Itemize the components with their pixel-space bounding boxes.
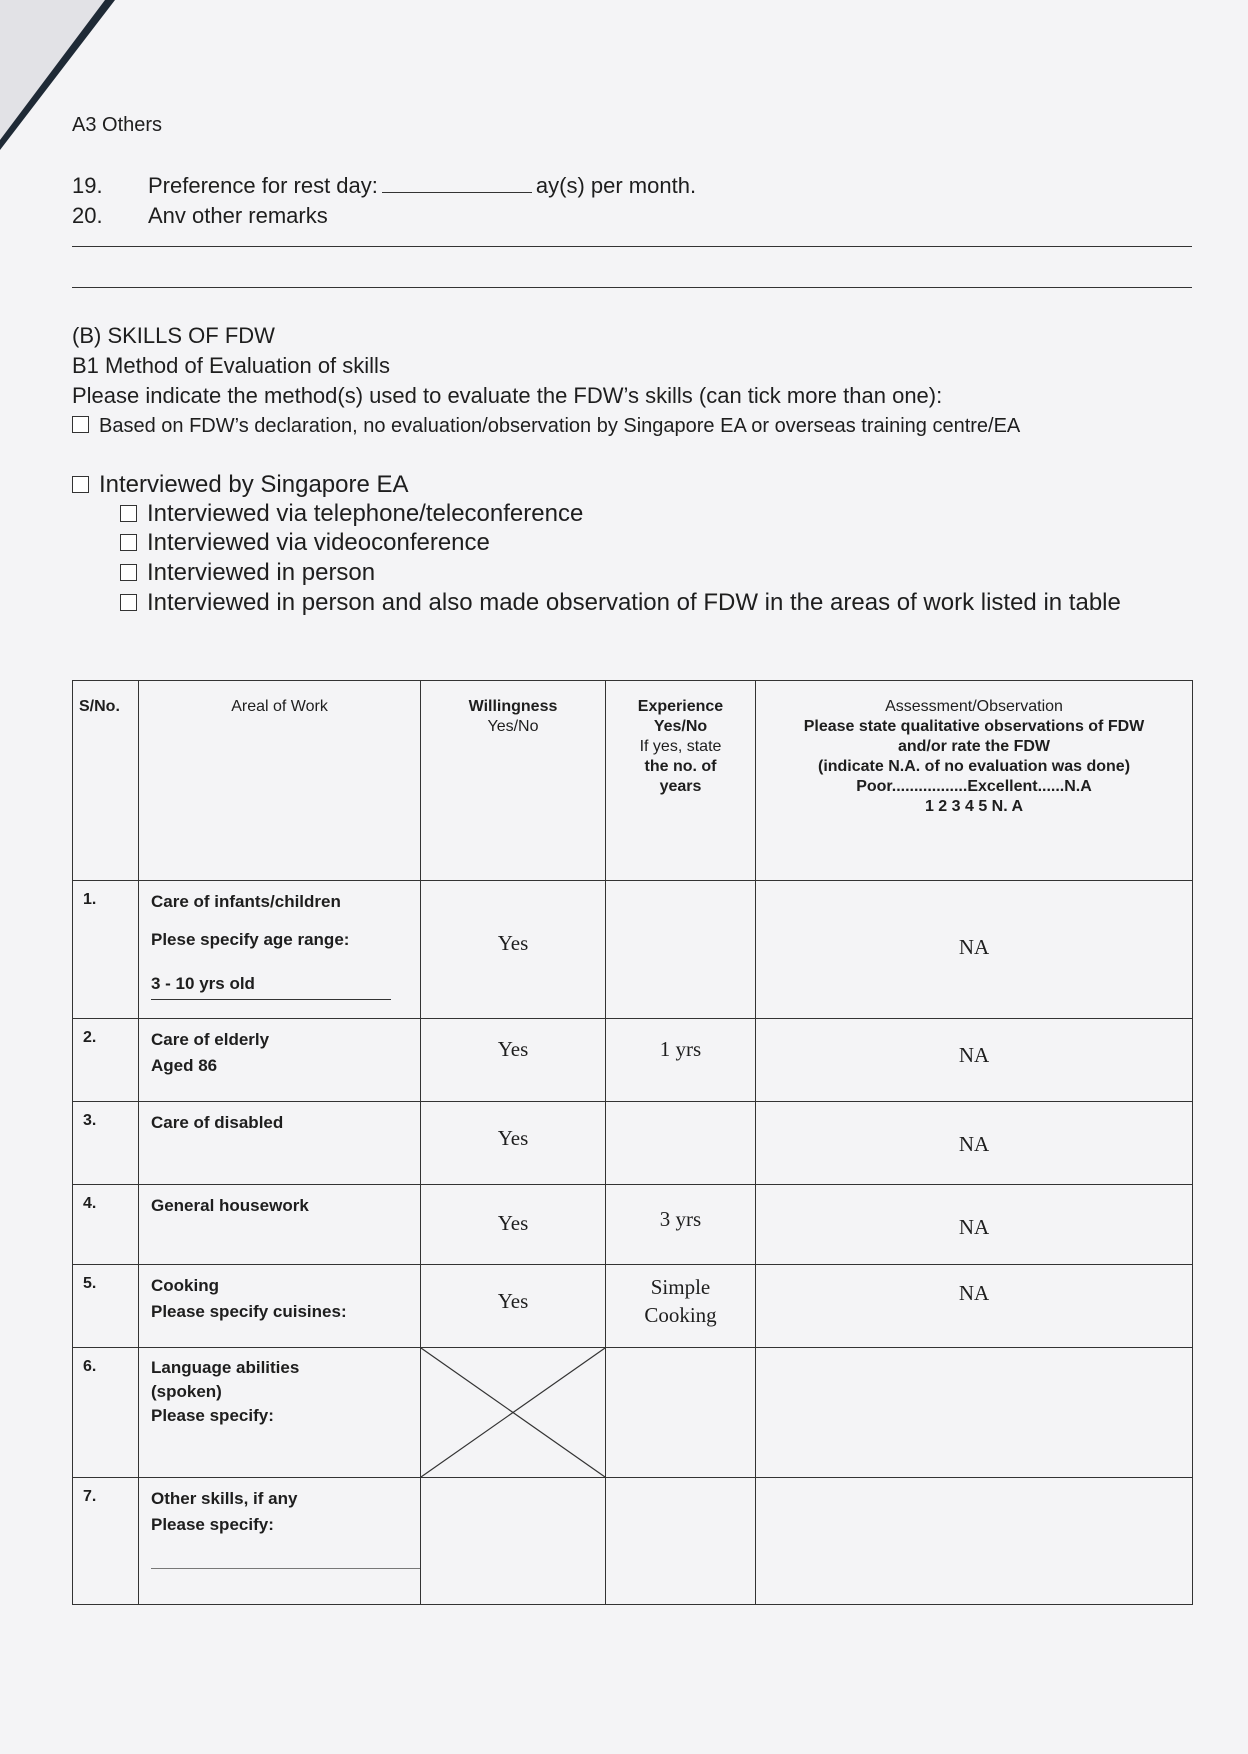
videoconference-checkbox[interactable]	[120, 534, 137, 551]
row-5-experience-line-1: Simple	[650, 1275, 711, 1299]
row-4-willingness[interactable]: Yes	[421, 1185, 606, 1265]
table-row	[73, 1478, 1193, 1605]
section-a3-heading: A3 Others	[72, 114, 163, 136]
row-6-assessment[interactable]	[756, 1348, 1193, 1478]
row-5-sn: 5.	[73, 1265, 139, 1348]
row-4-experience[interactable]: 3 yrs	[606, 1185, 756, 1265]
option-declaration	[72, 413, 1020, 439]
header-assessment-line-5: Poor.................Excellent......N.A	[856, 778, 1092, 795]
evaluation-instruction: Please indicate the method(s) used to evaluate the FDW’s skills (can tick more than one):	[72, 383, 943, 408]
telephone-checkbox[interactable]	[120, 505, 137, 522]
option-interviewed	[72, 470, 409, 500]
row-5-willingness[interactable]: Yes	[421, 1265, 606, 1348]
option-interviewed-label: Interviewed by Singapore EA	[99, 471, 409, 498]
header-assessment-line-6: 1 2 3 4 5 N. A	[924, 798, 1024, 815]
row-6-willingness-crossed	[421, 1348, 606, 1478]
row-4-area	[139, 1185, 421, 1265]
option-telephone-label: Interviewed via telephone/teleconference	[147, 500, 584, 527]
header-assessment-line-4: (indicate N.A. of no evaluation was done)	[817, 758, 1131, 775]
row-4-assessment[interactable]: NA	[756, 1185, 1193, 1265]
row-2-experience[interactable]: 1 yrs	[606, 1019, 756, 1102]
in-person-checkbox[interactable]	[120, 564, 137, 581]
header-experience-line-3: If yes, state	[639, 738, 722, 755]
row-1-area-prompt: Plese specify age range:	[151, 930, 350, 949]
row-5-experience[interactable]	[606, 1265, 756, 1348]
header-area-label: Areal of Work	[231, 698, 328, 715]
row-2-area	[139, 1019, 421, 1102]
header-experience-line-2: Yes/No	[653, 718, 708, 735]
header-assessment-line-1: Assessment/Observation	[885, 698, 1063, 715]
question-19-suffix: ay(s) per month.	[535, 173, 697, 198]
row-1-experience[interactable]	[606, 881, 756, 1019]
option-telephone	[120, 499, 583, 529]
row-3-experience[interactable]	[606, 1102, 756, 1185]
row-7-sn: 7.	[73, 1478, 139, 1605]
in-person-observation-checkbox[interactable]	[120, 594, 137, 611]
header-assessment-line-2: Please state qualitative observations of FDW	[803, 718, 1145, 735]
row-6-area-prompt: Please specify:	[151, 1406, 274, 1425]
question-19	[72, 172, 696, 200]
row-7-experience[interactable]	[606, 1478, 756, 1605]
table-row	[73, 1348, 1193, 1478]
row-4-sn: 4.	[73, 1185, 139, 1265]
row-1-sn: 1.	[73, 881, 139, 1019]
remarks-line-1[interactable]	[72, 246, 1192, 247]
header-assessment-line-3: and/or rate the FDW	[897, 738, 1050, 755]
header-willingness-line-1: Willingness	[468, 698, 558, 715]
skills-table	[72, 680, 1193, 1605]
table-row	[73, 881, 1193, 1019]
row-3-sn: 3.	[73, 1102, 139, 1185]
row-2-sn: 2.	[73, 1019, 139, 1102]
row-5-experience-line-2: Cooking	[644, 1303, 717, 1327]
row-2-area-title: Care of elderly	[151, 1030, 270, 1049]
row-1-willingness[interactable]: Yes	[421, 881, 606, 1019]
row-7-area	[139, 1478, 421, 1605]
other-skills-input-line[interactable]	[151, 1568, 421, 1569]
row-4-area-title: General housework	[151, 1196, 309, 1215]
table-header-row	[73, 681, 1193, 881]
row-3-assessment[interactable]: NA	[756, 1102, 1193, 1185]
header-assessment	[756, 681, 1193, 881]
row-6-area-detail: (spoken)	[151, 1382, 222, 1401]
row-6-area	[139, 1348, 421, 1478]
table-row	[73, 1019, 1193, 1102]
table-row	[73, 1265, 1193, 1348]
question-20	[72, 202, 328, 230]
row-2-area-detail: Aged 86	[151, 1056, 218, 1075]
row-1-area	[139, 881, 421, 1019]
row-6-experience[interactable]	[606, 1348, 756, 1478]
question-20-label: Anv other remarks	[148, 203, 328, 228]
rest-day-input[interactable]	[382, 174, 532, 193]
row-3-area-title: Care of disabled	[151, 1113, 284, 1132]
row-7-willingness[interactable]	[421, 1478, 606, 1605]
table-row	[73, 1185, 1193, 1265]
option-in-person-observation-label: Interviewed in person and also made observation of FDW in the areas of work listed in table	[147, 589, 1121, 616]
cross-out-mark	[421, 1348, 605, 1477]
option-in-person-label: Interviewed in person	[147, 559, 376, 586]
option-in-person	[120, 558, 375, 588]
row-6-area-title: Language abilities	[151, 1358, 300, 1377]
header-sn: S/No.	[73, 681, 139, 881]
option-declaration-label: Based on FDW’s declaration, no evaluation/observation by Singapore EA or overseas training centre/EA	[99, 415, 1021, 437]
question-20-number: 20.	[72, 203, 103, 228]
header-willingness	[421, 681, 606, 881]
row-1-assessment[interactable]: NA	[756, 881, 1193, 1019]
row-3-area	[139, 1102, 421, 1185]
option-videoconference-label: Interviewed via videoconference	[147, 529, 490, 556]
question-19-number: 19.	[72, 173, 103, 198]
section-b1-heading: B1 Method of Evaluation of skills	[72, 353, 390, 378]
row-5-area-title: Cooking	[151, 1276, 219, 1295]
row-5-area-prompt: Please specify cuisines:	[151, 1302, 347, 1321]
question-19-label: Preference for rest day:	[148, 173, 378, 198]
row-2-willingness[interactable]: Yes	[421, 1019, 606, 1102]
header-willingness-line-2: Yes/No	[487, 718, 539, 735]
row-5-assessment[interactable]: NA	[756, 1265, 1193, 1348]
row-2-assessment[interactable]: NA	[756, 1019, 1193, 1102]
header-experience-line-1: Experience	[637, 698, 724, 715]
header-experience-line-5: years	[659, 778, 702, 795]
interviewed-checkbox[interactable]	[72, 476, 89, 493]
option-in-person-observation	[120, 588, 1121, 618]
row-5-area	[139, 1265, 421, 1348]
row-6-sn: 6.	[73, 1348, 139, 1478]
row-7-area-prompt: Please specify:	[151, 1515, 274, 1534]
row-7-assessment[interactable]	[756, 1478, 1193, 1605]
option-videoconference	[120, 528, 490, 558]
header-experience	[606, 681, 756, 881]
row-3-willingness[interactable]: Yes	[421, 1102, 606, 1185]
declaration-checkbox[interactable]	[72, 416, 89, 433]
age-range-value[interactable]: 3 - 10 yrs old	[151, 971, 391, 1000]
row-7-area-title: Other skills, if any	[151, 1489, 298, 1508]
row-1-area-title: Care of infants/children	[151, 892, 341, 911]
header-experience-line-4: the no. of	[644, 758, 717, 775]
header-area	[139, 681, 421, 881]
remarks-line-2[interactable]	[72, 287, 1192, 288]
table-row	[73, 1102, 1193, 1185]
section-b-heading: (B) SKILLS OF FDW	[72, 323, 275, 348]
